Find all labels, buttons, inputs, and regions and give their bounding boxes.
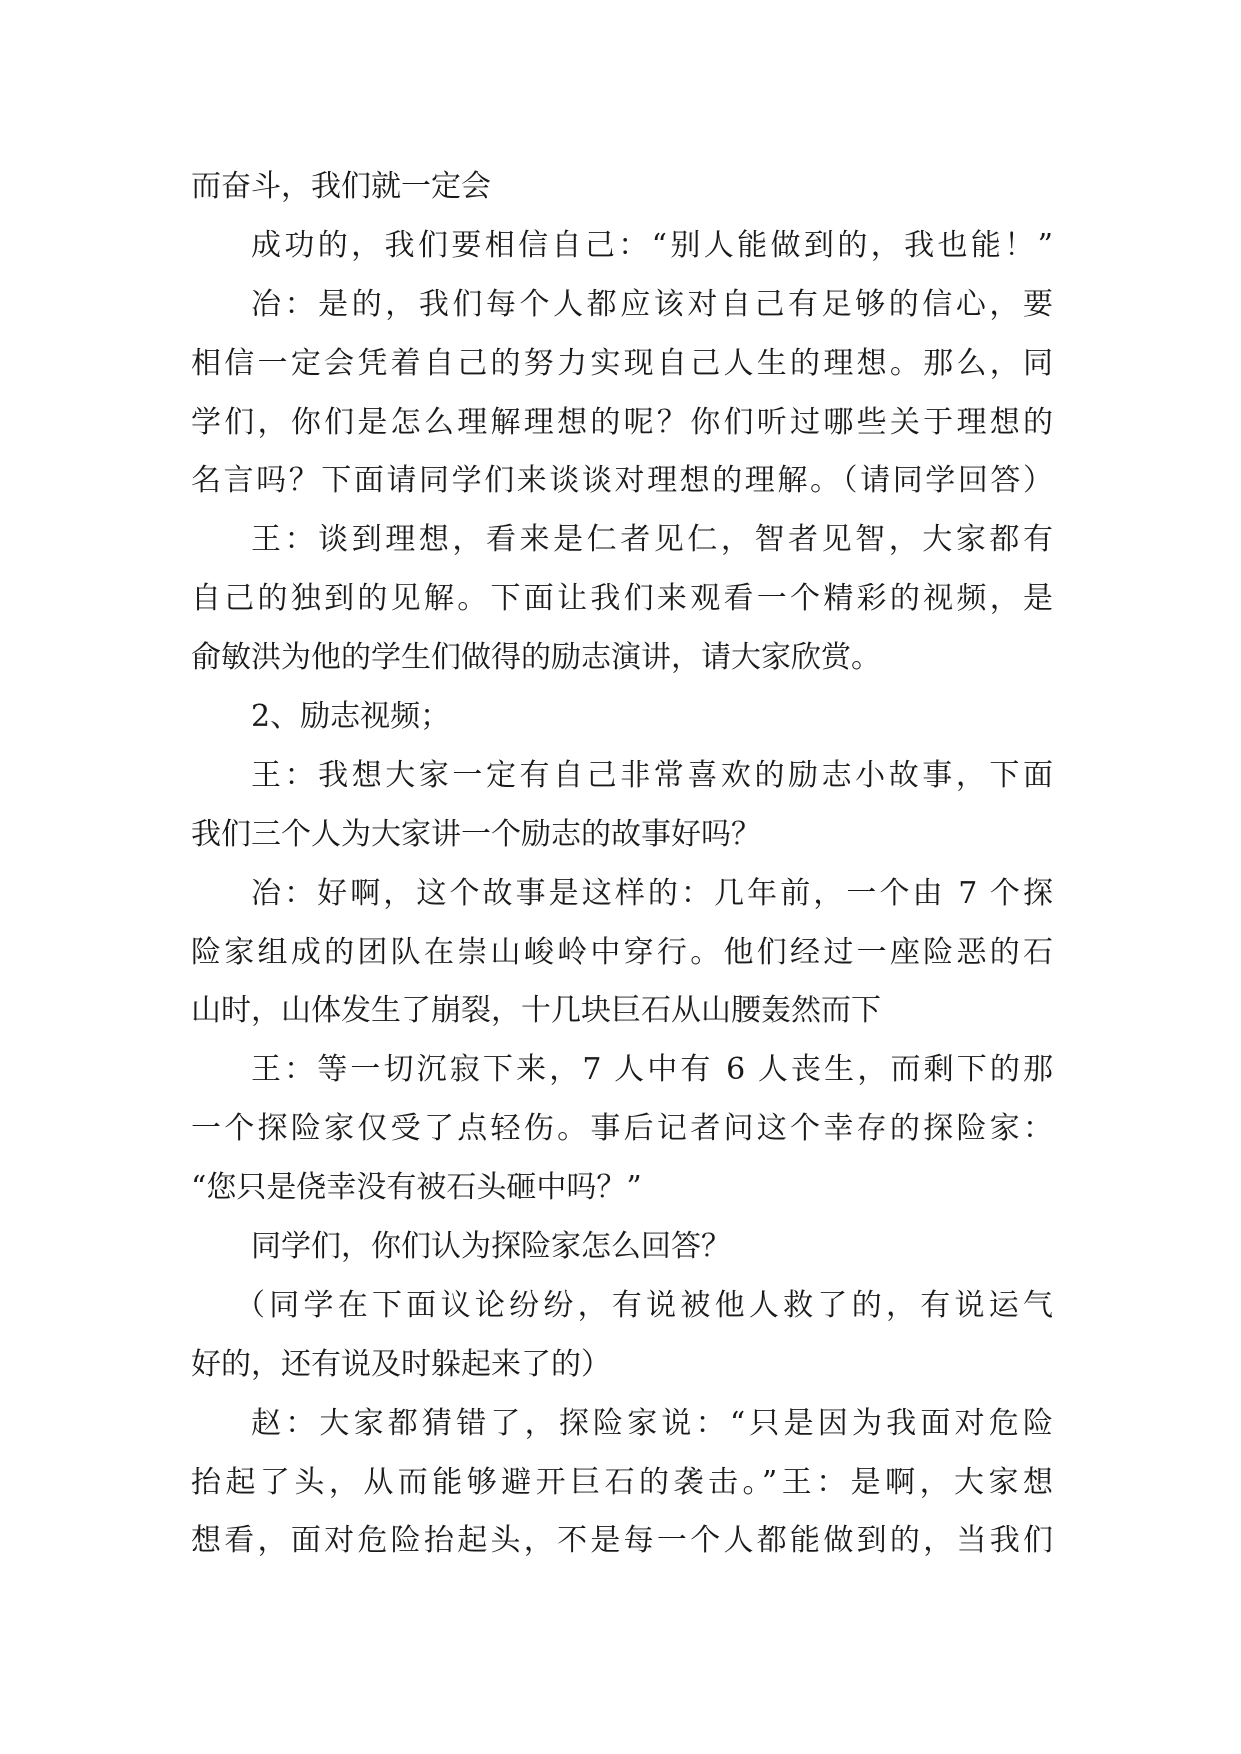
text-line: 王：我想大家一定有自己非常喜欢的励志小故事，下面 — [251, 757, 1053, 793]
text-line: 想看，面对危险抬起头，不是每一个人都能做到的，当我们 — [191, 1523, 1053, 1559]
text-line: 相信一定会凭着自己的努力实现自己人生的理想。那么，同 — [191, 345, 1053, 381]
text-line: 同学们，你们认为探险家怎么回答？ — [251, 1229, 731, 1265]
text-line: 冶：好啊，这个故事是这样的：几年前，一个由 7 个探 — [251, 875, 1053, 911]
text-line: 名言吗？下面请同学们来谈谈对理想的理解。（请同学回答） — [191, 463, 1053, 499]
text-line: 2、励志视频； — [251, 699, 451, 735]
text-line: 一个探险家仅受了点轻伤。事后记者问这个幸存的探险家： — [191, 1111, 1053, 1147]
text-line: 好的，还有说及时躲起来了的） — [191, 1346, 611, 1382]
text-line: 王：等一切沉寂下来，7 人中有 6 人丧生，而剩下的那 — [251, 1052, 1053, 1088]
text-line: 抬起了头，从而能够避开巨石的袭击。”王：是啊，大家想 — [191, 1464, 1053, 1500]
text-line: 山时，山体发生了崩裂，十几块巨石从山腰轰然而下 — [191, 993, 881, 1029]
text-line: 成功的，我们要相信自己：“别人能做到的，我也能！” — [251, 227, 1053, 263]
text-line: （同学在下面议论纷纷，有说被他人救了的，有说运气 — [235, 1287, 1053, 1323]
text-line: 赵：大家都猜错了，探险家说：“只是因为我面对危险 — [251, 1405, 1053, 1441]
text-line: 我们三个人为大家讲一个励志的故事好吗？ — [191, 816, 761, 852]
text-line: 王：谈到理想，看来是仁者见仁，智者见智，大家都有 — [251, 522, 1053, 558]
document-body — [191, 158, 1053, 1571]
text-line: 学们，你们是怎么理解理想的呢？你们听过哪些关于理想的 — [191, 404, 1053, 440]
text-line: “您只是侥幸没有被石头砸中吗？” — [191, 1170, 642, 1206]
text-line: 而奋斗，我们就一定会 — [191, 169, 491, 204]
text-line: 险家组成的团队在崇山峻岭中穿行。他们经过一座险恶的石 — [191, 934, 1053, 970]
text-line: 冶：是的，我们每个人都应该对自己有足够的信心，要 — [251, 286, 1053, 322]
text-line: 自己的独到的见解。下面让我们来观看一个精彩的视频，是 — [191, 581, 1053, 617]
text-line: 俞敏洪为他的学生们做得的励志演讲，请大家欣赏。 — [191, 640, 881, 676]
